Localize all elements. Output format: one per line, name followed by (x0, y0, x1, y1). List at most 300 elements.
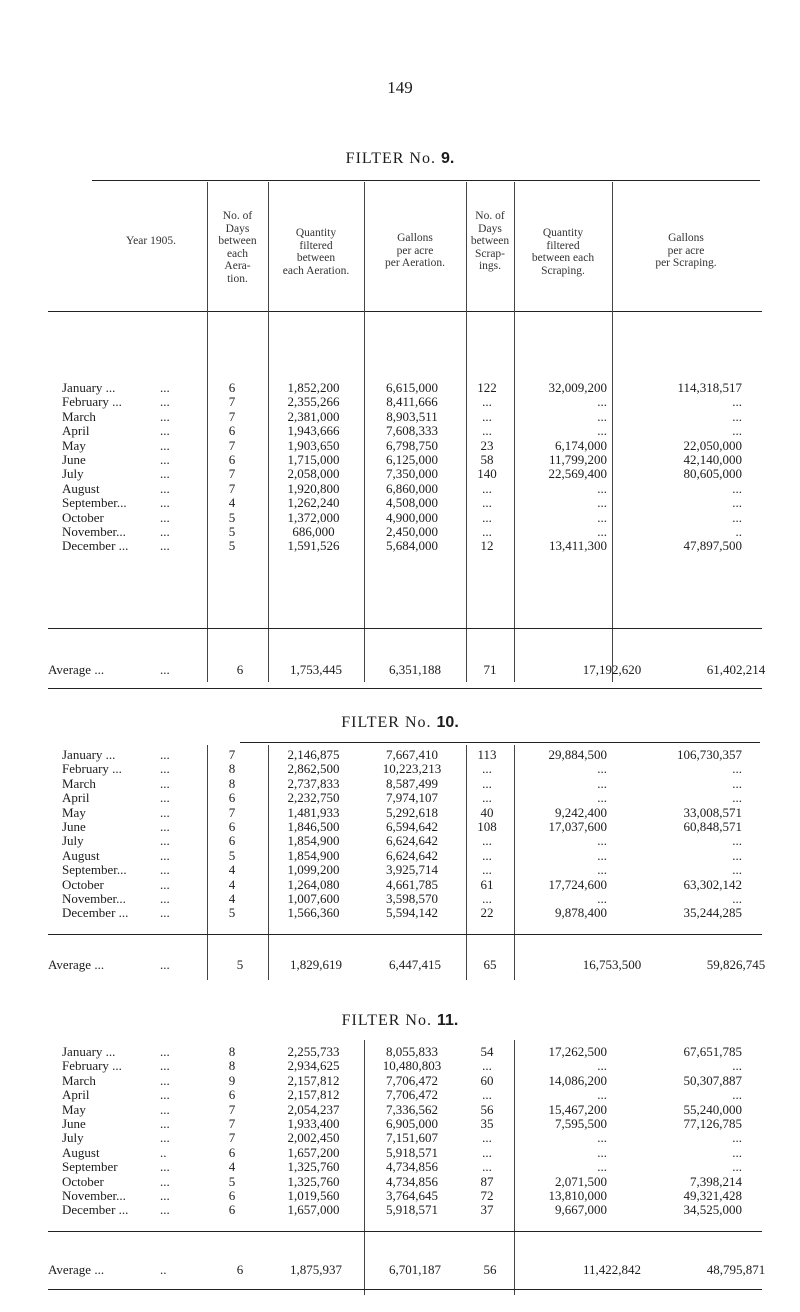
data-cell: 7 (228, 409, 236, 424)
leader-dots: ... (160, 539, 170, 554)
data-cell: 6 (228, 820, 236, 835)
table-row (48, 1131, 750, 1145)
leader-dots: ... (160, 409, 170, 424)
month-cell (48, 1175, 198, 1189)
data-cell: 1,854,900 (287, 848, 340, 863)
month-cell (48, 1146, 198, 1160)
filter-11-title: FILTER No. 11. (341, 1012, 459, 1029)
page-number: 149 (387, 78, 413, 97)
month-label: April (62, 424, 90, 439)
leader-dots: ... (160, 820, 170, 835)
data-cell: 17,724,600 (548, 877, 607, 892)
data-cell: 6 (228, 1189, 236, 1204)
average-value: 56 (483, 1262, 497, 1277)
leader-dots: ... (160, 395, 170, 410)
table-row (48, 906, 750, 920)
month-label: May (62, 438, 86, 453)
filter-9-title: FILTER No. 9. (345, 150, 455, 167)
data-cell: 2,381,000 (287, 409, 340, 424)
data-cell: ... (597, 525, 607, 540)
data-cell: ... (482, 510, 492, 525)
data-cell: 5 (228, 510, 236, 525)
data-cell: 1,591,526 (287, 539, 340, 554)
table-bottom-rule (48, 1289, 762, 1290)
month-cell (48, 1045, 198, 1059)
leader-dots: ... (160, 748, 170, 762)
month-label: November... (62, 525, 126, 540)
data-cell: 32,009,200 (548, 381, 607, 395)
data-cell: ... (732, 510, 742, 525)
data-cell: 1,372,000 (287, 510, 340, 525)
data-cell: 7 (228, 438, 236, 453)
table-row (48, 1059, 750, 1073)
data-cell: 58 (480, 453, 494, 468)
data-cell: 1,943,666 (287, 424, 340, 439)
month-label: August (62, 481, 100, 496)
month-label: September... (62, 496, 127, 511)
data-cell: 13,411,300 (548, 539, 607, 554)
month-cell (48, 511, 198, 525)
data-cell: 2,934,625 (287, 1059, 340, 1074)
month-cell (48, 424, 198, 438)
data-cell: 7,151,607 (386, 1131, 438, 1146)
leader-dots: ... (160, 381, 170, 395)
average-value: 6,701,187 (389, 1262, 441, 1277)
month-cell (48, 453, 198, 467)
average-label: Average ... (48, 662, 105, 677)
table-row (48, 1160, 750, 1174)
data-cell: ... (732, 496, 742, 511)
data-cell: 1,852,200 (287, 381, 340, 395)
leader-dots: .. (160, 1145, 167, 1160)
leader-dots: ... (160, 525, 170, 540)
month-cell (48, 1088, 198, 1102)
data-cell: 8 (228, 1059, 236, 1074)
average-value: 6 (236, 662, 244, 677)
month-label: April (62, 791, 90, 806)
table-row (48, 878, 750, 892)
data-cell: 8 (228, 776, 236, 791)
data-cell: 9,667,000 (555, 1203, 607, 1218)
table-row (48, 791, 750, 805)
data-cell: ... (482, 1131, 492, 1146)
month-cell (48, 1160, 198, 1174)
data-cell: 5 (228, 906, 236, 921)
leader-dots: ... (160, 877, 170, 892)
data-cell: 2,157,812 (287, 1088, 340, 1103)
month-label: January ... (62, 1045, 116, 1059)
data-cell: 7 (228, 481, 236, 496)
data-cell: 1,933,400 (287, 1117, 340, 1132)
data-cell: 23 (480, 438, 494, 453)
data-cell: 60,848,571 (683, 820, 742, 835)
filter-10-table (48, 748, 750, 921)
leader-dots: ... (160, 1174, 170, 1189)
data-cell: 6 (228, 834, 236, 849)
data-cell: 13,810,000 (548, 1189, 607, 1204)
month-cell (48, 892, 198, 906)
month-label: November... (62, 1189, 126, 1204)
data-cell: 37 (480, 1203, 494, 1218)
table-row (48, 849, 750, 863)
data-cell: ... (732, 1145, 742, 1160)
leader-dots: ... (160, 848, 170, 863)
data-cell: ... (597, 791, 607, 806)
month-label: December ... (62, 906, 129, 921)
data-cell: 6,594,642 (386, 820, 438, 835)
month-cell (48, 791, 198, 805)
data-cell: 113 (477, 748, 497, 762)
month-cell (48, 410, 198, 424)
data-cell: 9,242,400 (555, 805, 607, 820)
data-cell: 15,467,200 (548, 1102, 607, 1117)
data-cell: 114,318,517 (677, 381, 742, 395)
month-cell (48, 1131, 198, 1145)
data-cell: ... (732, 762, 742, 777)
data-cell: 72 (480, 1189, 494, 1204)
data-cell: ... (597, 863, 607, 878)
data-cell: 686,000 (292, 525, 335, 540)
table-row (48, 1203, 750, 1217)
month-cell (48, 863, 198, 877)
table-row (48, 381, 750, 395)
month-cell (48, 834, 198, 848)
leader-dots: ... (160, 1160, 170, 1175)
table-row (48, 1074, 750, 1088)
leader-dots: ... (160, 510, 170, 525)
data-cell: 5 (228, 525, 236, 540)
month-label: February ... (62, 762, 122, 777)
data-cell: 6 (228, 1145, 236, 1160)
data-cell: 7,336,562 (386, 1102, 438, 1117)
header-top-rule (92, 180, 760, 181)
data-cell: 7 (228, 1131, 236, 1146)
leader-dots: ... (160, 762, 170, 777)
filter-9-table (48, 381, 750, 554)
data-cell: 1,099,200 (287, 863, 340, 878)
leader-dots: ... (160, 453, 170, 468)
data-cell: ... (597, 776, 607, 791)
month-cell (48, 496, 198, 510)
leader-dots: ... (160, 791, 170, 806)
leader-dots: ... (160, 957, 170, 972)
data-cell: 1,262,240 (287, 496, 340, 511)
data-cell: 50,307,887 (683, 1073, 742, 1088)
data-cell: 6 (228, 424, 236, 439)
filter-11-table (48, 1045, 750, 1218)
col-header-gallons-scraping: Gallons per acre per Scraping. (655, 232, 717, 269)
data-cell: 10,223,213 (382, 762, 442, 777)
col-header-quantity-scraping: Quantity filtered between each Scraping. (531, 227, 595, 277)
average-value: 6,447,415 (389, 957, 441, 972)
table-row (48, 496, 750, 510)
data-cell: ... (597, 892, 607, 907)
data-cell: 2,146,875 (287, 748, 340, 762)
table-row (48, 1117, 750, 1131)
data-cell: 22 (480, 906, 494, 921)
data-cell: ... (732, 1059, 742, 1074)
data-cell: ... (732, 395, 742, 410)
data-cell: 55,240,000 (683, 1102, 742, 1117)
data-cell: 80,605,000 (683, 467, 742, 482)
month-cell (48, 1103, 198, 1117)
month-cell (48, 906, 198, 920)
month-cell (48, 1117, 198, 1131)
data-cell: 6 (228, 791, 236, 806)
data-cell: 1,325,760 (287, 1160, 340, 1175)
leader-dots: ... (160, 1131, 170, 1146)
data-cell: 1,264,080 (287, 877, 340, 892)
month-cell (48, 1203, 198, 1217)
month-label: December ... (62, 1203, 129, 1218)
month-cell (48, 467, 198, 481)
data-cell: 11,799,200 (548, 453, 607, 468)
month-cell (48, 820, 198, 834)
data-cell: 4,508,000 (386, 496, 438, 511)
data-cell: 6 (228, 381, 236, 395)
table-row (48, 1146, 750, 1160)
data-cell: 60 (480, 1073, 494, 1088)
data-cell: 6 (228, 1088, 236, 1103)
table-row (48, 1045, 750, 1059)
data-cell: .. (735, 525, 742, 540)
month-cell (48, 381, 198, 395)
leader-dots: ... (160, 438, 170, 453)
data-cell: 35,244,285 (683, 906, 742, 921)
data-cell: 87 (480, 1174, 494, 1189)
data-cell: 1,903,650 (287, 438, 340, 453)
data-cell: ... (597, 1145, 607, 1160)
data-cell: 1,854,900 (287, 834, 340, 849)
data-cell: 8,411,666 (386, 395, 438, 410)
month-label: May (62, 805, 86, 820)
data-cell: 17,262,500 (548, 1045, 607, 1059)
month-label: January ... (62, 748, 116, 762)
data-cell: 6,798,750 (386, 438, 438, 453)
leader-dots: ... (160, 496, 170, 511)
table-row (48, 525, 750, 539)
data-cell: ... (482, 1088, 492, 1103)
data-cell: ... (482, 1059, 492, 1074)
average-value: 59,826,745 (706, 957, 766, 972)
data-cell: 40 (480, 805, 494, 820)
leader-dots: ... (160, 662, 170, 677)
leader-dots: ... (160, 481, 170, 496)
average-value: 1,829,619 (290, 957, 342, 972)
average-label: Average ... (48, 1262, 105, 1277)
month-cell (48, 1189, 198, 1203)
data-cell: 1,481,933 (287, 805, 340, 820)
data-cell: 2,255,733 (287, 1045, 340, 1059)
data-cell: ... (482, 1160, 492, 1175)
data-cell: 4,900,000 (386, 510, 438, 525)
month-label: March (62, 776, 96, 791)
leader-dots: ... (160, 776, 170, 791)
month-label: March (62, 1073, 96, 1088)
data-cell: ... (597, 1059, 607, 1074)
data-cell: ... (482, 525, 492, 540)
data-cell: 7 (228, 748, 236, 762)
data-cell: 5,918,571 (386, 1145, 438, 1160)
data-cell: ... (732, 892, 742, 907)
month-label: August (62, 848, 100, 863)
data-cell: 2,157,812 (287, 1073, 340, 1088)
average-value: 17,192,620 (582, 662, 642, 677)
data-cell: ... (732, 791, 742, 806)
data-cell: 1,566,360 (287, 906, 340, 921)
month-label: October (62, 877, 104, 892)
data-cell: 2,232,750 (287, 791, 340, 806)
average-value: 1,753,445 (290, 662, 342, 677)
data-cell: 7,398,214 (690, 1174, 742, 1189)
table-row (48, 539, 750, 553)
data-cell: 2,355,266 (287, 395, 340, 410)
data-cell: ... (597, 481, 607, 496)
data-cell: 29,884,500 (548, 748, 607, 762)
data-cell: 6,624,642 (386, 834, 438, 849)
data-cell: 3,598,570 (386, 892, 438, 907)
leader-dots: ... (160, 1102, 170, 1117)
data-cell: 8,055,833 (386, 1045, 438, 1059)
table-row (48, 834, 750, 848)
data-cell: 1,325,760 (287, 1174, 340, 1189)
data-cell: ... (482, 409, 492, 424)
data-cell: ... (732, 863, 742, 878)
table-row (48, 1088, 750, 1102)
month-cell (48, 525, 198, 539)
table-row (48, 453, 750, 467)
leader-dots: ... (160, 1045, 170, 1059)
leader-dots: ... (160, 863, 170, 878)
average-value: 71 (483, 662, 497, 677)
table-row (48, 511, 750, 525)
data-cell: 6,860,000 (386, 481, 438, 496)
month-label: June (62, 1117, 86, 1132)
data-cell: 3,764,645 (386, 1189, 438, 1204)
data-cell: 7,706,472 (386, 1088, 438, 1103)
data-cell: ... (732, 1088, 742, 1103)
month-label: August (62, 1145, 100, 1160)
data-cell: ... (482, 776, 492, 791)
data-cell: 7 (228, 467, 236, 482)
table-row (48, 820, 750, 834)
section-rule (240, 742, 760, 743)
data-cell: 8,587,499 (386, 776, 438, 791)
table-row (48, 439, 750, 453)
data-cell: ... (597, 395, 607, 410)
month-label: April (62, 1088, 90, 1103)
data-cell: ... (732, 848, 742, 863)
month-label: July (62, 467, 84, 482)
data-cell: 35 (480, 1117, 494, 1132)
data-cell: 33,008,571 (683, 805, 742, 820)
data-cell: 5 (228, 1174, 236, 1189)
data-cell: 22,050,000 (683, 438, 742, 453)
month-label: July (62, 1131, 84, 1146)
data-cell: 1,846,500 (287, 820, 340, 835)
month-label: September... (62, 863, 127, 878)
month-cell (48, 878, 198, 892)
data-cell: ... (482, 481, 492, 496)
table-bottom-rule (48, 688, 762, 689)
average-value: 5 (236, 957, 244, 972)
month-cell (48, 439, 198, 453)
data-cell: 9,878,400 (555, 906, 607, 921)
month-cell (48, 748, 198, 762)
table-row (48, 863, 750, 877)
data-cell: 7,667,410 (386, 748, 438, 762)
data-cell: ... (732, 481, 742, 496)
data-cell: 5,918,571 (386, 1203, 438, 1218)
average-value: 65 (483, 957, 497, 972)
data-cell: 2,054,237 (287, 1102, 340, 1117)
data-cell: 9 (228, 1073, 236, 1088)
month-cell (48, 482, 198, 496)
month-cell (48, 849, 198, 863)
data-cell: 8 (228, 1045, 236, 1059)
data-cell: 5 (228, 848, 236, 863)
data-cell: 77,126,785 (683, 1117, 742, 1132)
data-cell: 4 (228, 877, 236, 892)
data-cell: ... (482, 848, 492, 863)
table-row (48, 777, 750, 791)
average-label: Average ... (48, 957, 105, 972)
average-value: 16,753,500 (582, 957, 642, 972)
data-cell: ... (732, 409, 742, 424)
data-cell: ... (482, 892, 492, 907)
table-row (48, 410, 750, 424)
data-cell: ... (597, 424, 607, 439)
leader-dots: ... (160, 424, 170, 439)
table-row (48, 482, 750, 496)
month-label: November... (62, 892, 126, 907)
data-cell: 4 (228, 892, 236, 907)
data-cell: 140 (477, 467, 497, 482)
data-cell: 2,058,000 (287, 467, 340, 482)
data-cell: 2,450,000 (386, 525, 438, 540)
data-cell: 54 (480, 1045, 494, 1059)
data-cell: 1,657,200 (287, 1145, 340, 1160)
data-cell: 6,174,000 (555, 438, 607, 453)
data-cell: ... (597, 510, 607, 525)
data-cell: ... (482, 791, 492, 806)
data-cell: ... (597, 848, 607, 863)
data-cell: 2,071,500 (555, 1174, 607, 1189)
month-cell (48, 395, 198, 409)
table-row (48, 467, 750, 481)
data-cell: 106,730,357 (677, 748, 742, 762)
data-cell: 5,684,000 (386, 539, 438, 554)
data-cell: ... (482, 863, 492, 878)
data-cell: 4,734,856 (386, 1160, 438, 1175)
data-cell: 42,140,000 (683, 453, 742, 468)
leader-dots: ... (160, 1088, 170, 1103)
data-cell: 4,734,856 (386, 1174, 438, 1189)
average-value: 61,402,214 (706, 662, 766, 677)
leader-dots: ... (160, 1059, 170, 1074)
data-cell: 4 (228, 496, 236, 511)
month-cell (48, 539, 198, 553)
month-label: February ... (62, 395, 122, 410)
data-cell: 1,657,000 (287, 1203, 340, 1218)
leader-dots: ... (160, 1073, 170, 1088)
month-cell (48, 777, 198, 791)
data-cell: 8,903,511 (386, 409, 438, 424)
data-cell: ... (597, 1131, 607, 1146)
table-row (48, 424, 750, 438)
col-header-days-aeration: No. of Days between each Aera- tion. (218, 210, 257, 285)
leader-dots: .. (160, 1262, 167, 1277)
